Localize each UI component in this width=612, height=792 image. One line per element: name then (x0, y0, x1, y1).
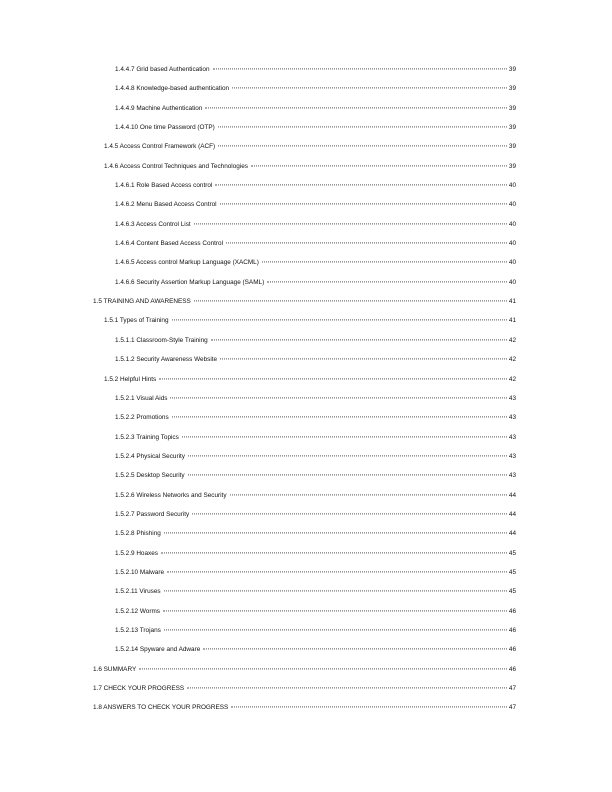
toc-entry-label: 1.5 TRAINING AND AWARENESS (93, 298, 191, 306)
toc-entry-row (115, 627, 516, 634)
dot-leader (194, 301, 507, 302)
dot-leader (267, 281, 507, 282)
dot-leader (172, 417, 507, 418)
toc-entry-row (93, 704, 516, 711)
toc-entry-page-number: 40 (508, 201, 516, 209)
toc-entry-label: 1.4.4.9 Machine Authentication (115, 104, 203, 112)
toc-entry[interactable] (0, 547, 612, 566)
toc-entry-page-number: 42 (508, 375, 516, 383)
toc-entry-row (115, 85, 516, 92)
toc-entry-label: 1.5.2.10 Malware (115, 568, 165, 576)
toc-entry-label: 1.5.2.5 Desktop Security (115, 472, 185, 480)
toc-entry-label: 1.4.6.1 Role Based Access control (115, 182, 213, 190)
toc-entry[interactable] (0, 469, 612, 488)
toc-entry[interactable] (0, 237, 612, 256)
toc-entry-row (115, 588, 516, 595)
dot-leader (192, 513, 507, 514)
toc-entry[interactable] (0, 82, 612, 101)
toc-entry-page-number: 44 (508, 491, 516, 499)
toc-entry-label: 1.7 CHECK YOUR PROGRESS (93, 685, 185, 692)
toc-entry-row (115, 434, 516, 441)
toc-entry-row (115, 221, 516, 228)
toc-entry-row (115, 414, 516, 421)
dot-leader (251, 165, 507, 166)
toc-entry-page-number: 40 (508, 240, 516, 248)
toc-entry-row (115, 608, 516, 615)
toc-entry-row (93, 666, 516, 673)
toc-entry-label: 1.5.1.1 Classroom-Style Training (115, 336, 208, 344)
toc-entry-page-number: 41 (508, 317, 516, 325)
toc-entry-row (115, 356, 516, 363)
toc-entry-page-number: 39 (508, 66, 516, 73)
toc-entry[interactable] (0, 701, 612, 720)
toc-entry-row (115, 124, 516, 131)
toc-entry-page-number: 40 (508, 259, 516, 267)
dot-leader (218, 126, 507, 127)
toc-entry[interactable] (0, 314, 612, 333)
toc-entry-row (115, 472, 516, 479)
toc-entry[interactable] (0, 256, 612, 275)
toc-entry-row (115, 530, 516, 537)
dot-leader (220, 359, 507, 360)
dot-leader (139, 668, 507, 669)
toc-entry[interactable] (0, 102, 612, 121)
toc-entry-label: 1.4.6 Access Control Techniques and Technologies (104, 162, 249, 170)
dot-leader (164, 591, 507, 592)
toc-entry-page-number: 46 (508, 665, 516, 673)
toc-entry[interactable] (0, 198, 612, 217)
toc-entry[interactable] (0, 508, 612, 527)
toc-entry-page-number: 45 (508, 588, 516, 596)
toc-entry-label: 1.5.2.7 Password Security (115, 510, 190, 518)
toc-entry-label: 1.4.6.5 Access control Markup Language (XACML) (115, 259, 259, 267)
table-of-contents (0, 63, 612, 721)
toc-entry-row (115, 337, 516, 344)
toc-entry-page-number: 39 (508, 162, 516, 170)
toc-entry-page-number: 47 (508, 685, 516, 692)
toc-entry-label: 1.4.6.2 Menu Based Access Control (115, 201, 217, 209)
toc-entry-row (115, 511, 516, 518)
dot-leader (205, 107, 506, 108)
toc-entry-page-number: 40 (508, 182, 516, 190)
dot-leader (194, 223, 507, 224)
toc-entry-label: 1.5.2.6 Wireless Networks and Security (115, 491, 227, 499)
toc-entry-page-number: 43 (508, 452, 516, 460)
toc-entry-page-number: 44 (508, 530, 516, 538)
dot-leader (159, 378, 507, 379)
toc-entry-row (93, 685, 516, 692)
toc-entry-page-number: 42 (508, 356, 516, 364)
toc-entry-row (115, 182, 516, 189)
toc-entry-label: 1.4.6.3 Access Control List (115, 220, 191, 228)
toc-entry[interactable] (0, 411, 612, 430)
toc-entry-row (115, 646, 516, 653)
toc-entry[interactable] (0, 218, 612, 237)
toc-entry-page-number: 39 (508, 85, 516, 93)
toc-entry-page-number: 41 (508, 298, 516, 306)
toc-entry-row (115, 201, 516, 208)
toc-entry-page-number: 44 (508, 510, 516, 518)
toc-entry-label: 1.6 SUMMARY (93, 665, 137, 673)
toc-entry-label: 1.5.2.13 Trojans (115, 626, 161, 634)
toc-entry[interactable] (0, 392, 612, 411)
dot-leader (167, 571, 507, 572)
toc-entry-label: 1.5.2.11 Viruses (115, 588, 161, 596)
toc-entry-page-number: 39 (508, 124, 516, 132)
dot-leader (164, 533, 507, 534)
dot-leader (163, 610, 507, 611)
toc-entry-page-number: 47 (508, 704, 516, 712)
toc-entry-page-number: 46 (508, 646, 516, 654)
toc-entry-row (115, 569, 516, 576)
toc-entry[interactable] (0, 276, 612, 295)
toc-entry[interactable] (0, 295, 612, 314)
toc-entry-row (104, 317, 516, 324)
toc-entry[interactable] (0, 140, 612, 159)
toc-entry-page-number: 45 (508, 568, 516, 576)
toc-entry-label: 1.5.2.2 Promotions (115, 414, 169, 422)
toc-entry-page-number: 43 (508, 414, 516, 422)
toc-entry-label: 1.8 ANSWERS TO CHECK YOUR PROGRESS (93, 704, 229, 712)
toc-entry-label: 1.4.4.10 One time Password (OTP) (115, 124, 215, 132)
toc-entry-page-number: 43 (508, 472, 516, 480)
toc-entry-label: 1.5.2.3 Training Topics (115, 433, 179, 441)
dot-leader (170, 397, 506, 398)
dot-leader (188, 455, 507, 456)
toc-entry-label: 1.4.4.7 Grid based Authentication (115, 66, 210, 73)
toc-entry-row (104, 376, 516, 383)
toc-entry-label: 1.5.2.9 Hoaxes (115, 549, 158, 557)
toc-entry-row (115, 105, 516, 112)
toc-entry-row (115, 259, 516, 266)
toc-entry-row (115, 240, 516, 247)
toc-entry-label: 1.5.2 Helpful Hints (104, 375, 157, 383)
toc-entry-label: 1.5.2.4 Physical Security (115, 452, 185, 460)
dot-leader (203, 649, 507, 650)
toc-entry[interactable] (0, 160, 612, 179)
toc-entry[interactable] (0, 334, 612, 353)
dot-leader (262, 262, 507, 263)
toc-entry-page-number: 45 (508, 549, 516, 557)
dot-leader (187, 687, 507, 688)
toc-entry[interactable] (0, 643, 612, 662)
toc-entry[interactable] (0, 353, 612, 372)
toc-entry[interactable] (0, 624, 612, 643)
toc-entry[interactable] (0, 682, 612, 701)
dot-leader (230, 494, 507, 495)
toc-entry-row (115, 453, 516, 460)
toc-entry[interactable] (0, 585, 612, 604)
toc-entry[interactable] (0, 431, 612, 450)
toc-entry-row (115, 66, 516, 73)
toc-entry-label: 1.5.2.8 Phishing (115, 530, 161, 538)
toc-entry[interactable] (0, 121, 612, 140)
toc-entry-row (104, 143, 516, 150)
toc-entry-row (115, 395, 516, 402)
toc-entry-row (115, 550, 516, 557)
dot-leader (172, 320, 507, 321)
toc-entry[interactable] (0, 605, 612, 624)
toc-entry[interactable] (0, 527, 612, 546)
dot-leader (161, 552, 507, 553)
toc-entry-page-number: 46 (508, 607, 516, 615)
dot-leader (182, 436, 507, 437)
dot-leader (220, 204, 507, 205)
dot-leader (211, 339, 507, 340)
dot-leader (232, 88, 507, 89)
toc-entry-row (115, 492, 516, 499)
dot-leader (164, 629, 507, 630)
toc-entry-label: 1.4.6.4 Content Based Access Control (115, 240, 223, 248)
toc-entry-label: 1.4.5 Access Control Framework (ACF) (104, 143, 216, 151)
toc-entry-label: 1.4.4.8 Knowledge-based authentication (115, 85, 230, 93)
toc-entry-row (104, 163, 516, 170)
toc-entry[interactable] (0, 179, 612, 198)
toc-entry-page-number: 46 (508, 626, 516, 634)
toc-entry-page-number: 43 (508, 394, 516, 402)
toc-entry-page-number: 43 (508, 433, 516, 441)
toc-entry[interactable] (0, 663, 612, 682)
toc-entry-row (115, 279, 516, 286)
toc-entry[interactable] (0, 489, 612, 508)
toc-entry-label: 1.5.1 Types of Training (104, 317, 169, 325)
dot-leader (231, 707, 507, 708)
toc-entry-page-number: 40 (508, 220, 516, 228)
dot-leader (188, 475, 507, 476)
toc-entry-page-number: 42 (508, 336, 516, 344)
toc-entry-row (93, 298, 516, 305)
toc-entry-label: 1.5.2.12 Worms (115, 607, 160, 615)
toc-entry[interactable] (0, 373, 612, 392)
toc-entry-label: 1.5.2.14 Spyware and Adware (115, 646, 201, 654)
toc-entry[interactable] (0, 450, 612, 469)
toc-entry-label: 1.5.2.1 Visual Aids (115, 394, 168, 402)
toc-entry-page-number: 39 (508, 143, 516, 151)
toc-entry-label: 1.5.1.2 Security Awareness Website (115, 356, 218, 364)
toc-entry-label: 1.4.6.6 Security Assertion Markup Language (SAML) (115, 278, 265, 286)
toc-entry[interactable] (0, 63, 612, 82)
toc-entry[interactable] (0, 566, 612, 585)
dot-leader (226, 242, 507, 243)
dot-leader (213, 68, 507, 69)
toc-entry-page-number: 39 (508, 104, 516, 112)
toc-entry-page-number: 40 (508, 278, 516, 286)
dot-leader (218, 146, 507, 147)
dot-leader (215, 184, 507, 185)
